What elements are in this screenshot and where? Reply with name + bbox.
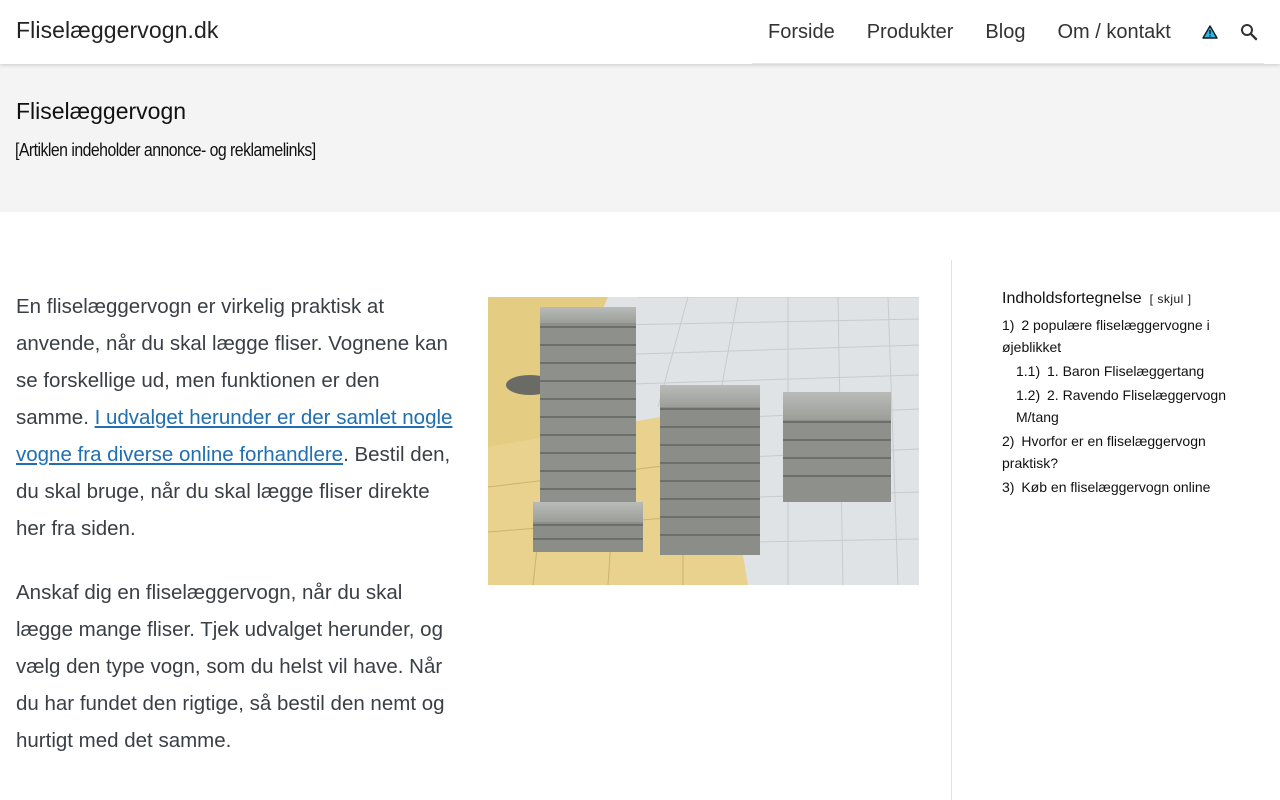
toc-item-link[interactable]: 2 populære fliselæggervogne i øjeblikket: [1002, 317, 1210, 355]
intro-text-end: . Bestil den, du skal bruge, når du skal lægge fliser direkte her fra siden.: [16, 443, 451, 540]
toc-item-number: 1.2): [1016, 387, 1041, 403]
product-selection-link[interactable]: I udvalget herunder er der samlet nogle vogne fra diverse online forhandlere: [16, 406, 453, 466]
toc-item: [1002, 476, 1242, 498]
main-nav: [752, 0, 1264, 64]
toc-item-number: 1): [1002, 317, 1015, 333]
search-icon[interactable]: [1234, 0, 1264, 64]
toc-item-number: 2): [1002, 433, 1015, 449]
toc-toggle: [1150, 292, 1192, 306]
toc-item-number: 3): [1002, 479, 1015, 495]
toc-item: [1002, 314, 1242, 358]
toc-title: Indholdsfortegnelse: [1002, 290, 1142, 307]
toc-item-link[interactable]: Køb en fliselæggervogn online: [1021, 479, 1211, 495]
toc-item-link[interactable]: 2. Ravendo Fliselæggervogn M/tang: [1016, 387, 1227, 425]
hero-image-paving-tiles: [488, 297, 919, 585]
toc-subitem: [1002, 384, 1242, 428]
site-title-link[interactable]: Fliselæggervogn.dk: [16, 17, 219, 43]
warning-triangle-icon[interactable]: [1195, 0, 1225, 64]
nav-item-om-kontakt[interactable]: Om / kontakt: [1057, 20, 1171, 43]
nav-item-produkter[interactable]: Produkter: [866, 20, 954, 43]
page-banner: [0, 64, 1280, 212]
toc-subitem: [1002, 360, 1242, 382]
toc-header: [1002, 290, 1242, 308]
ad-disclaimer: [Artiklen indeholder annonce- og reklamelinks]: [15, 140, 316, 160]
nav-item-forside[interactable]: Forside: [768, 20, 835, 43]
toc-item: [1002, 430, 1242, 474]
page-title: Fliselæggervogn: [16, 98, 187, 124]
toc-list: [1002, 314, 1242, 498]
intro-text: En fliselæggervogn er virkelig praktisk at anvende, når du skal lægge fliser. Vognene kan se forskellige ud, men funktionen er den samme.: [16, 295, 448, 429]
body-paragraph: Anskaf dig en fliselæggervogn, når du skal lægge mange fliser. Tjek udvalget herunder, og vælg den type vogn, som du helst vil have. Når du har fundet den rigtige, så bestil den nemt og hurtigt med det samme.: [16, 581, 445, 752]
site-header: [0, 0, 1280, 64]
toc-item-number: 1.1): [1016, 363, 1041, 379]
table-of-contents: [1002, 290, 1242, 500]
intro-paragraph: [16, 288, 456, 547]
toc-hide-button[interactable]: skjul: [1157, 292, 1184, 306]
content-area: [0, 212, 952, 800]
toc-item-link[interactable]: Hvorfor er en fliselæggervogn praktisk?: [1002, 433, 1206, 471]
nav-item-blog[interactable]: Blog: [985, 20, 1026, 43]
sidebar-divider: [951, 260, 952, 800]
toc-item-link[interactable]: 1. Baron Fliselæggertang: [1047, 363, 1205, 379]
toc-toggle-open: [: [1149, 292, 1154, 306]
toc-toggle-close: ]: [1187, 292, 1192, 306]
